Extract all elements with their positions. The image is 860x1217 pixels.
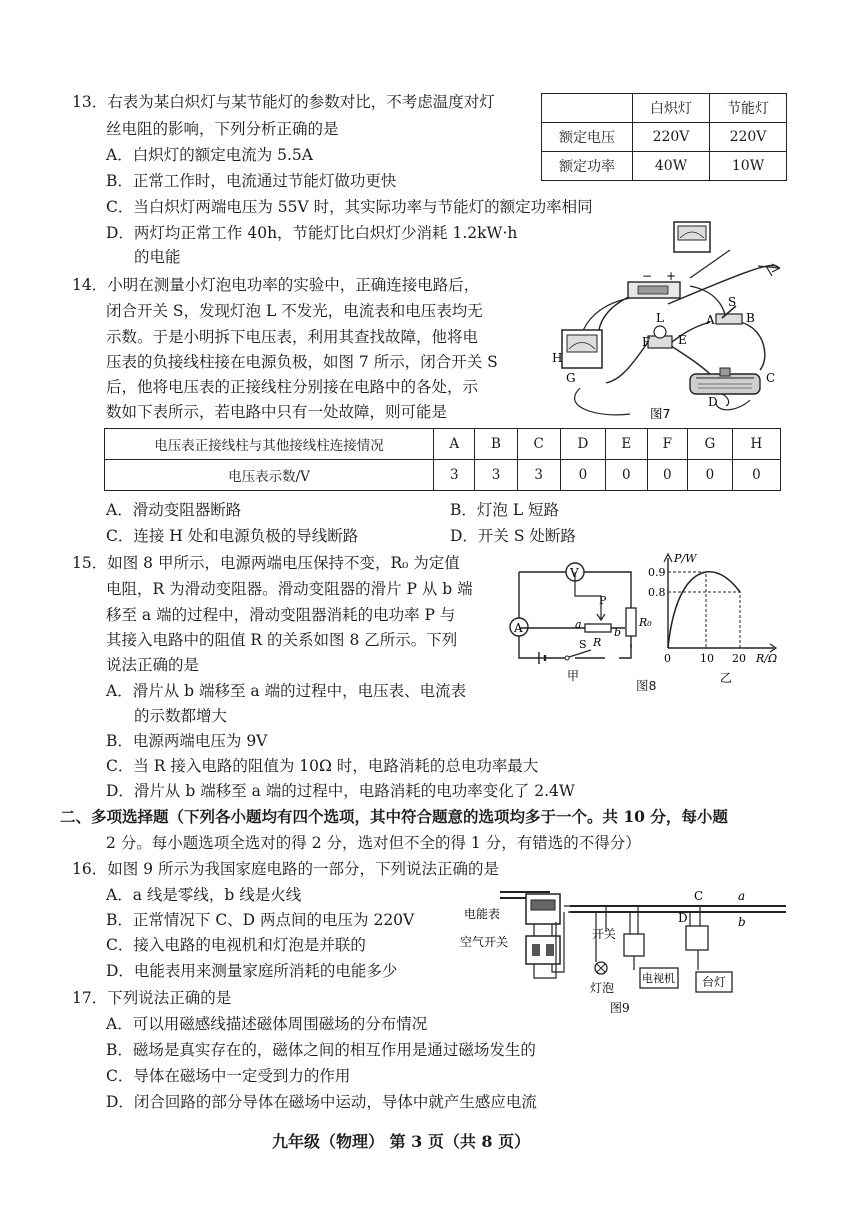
q13-option-b: B．正常工作时，电流通过节能灯做功更快 (106, 172, 397, 190)
q13-option-a: A．白炽灯的额定电流为 5.5A (106, 146, 313, 164)
point-a-label: A (706, 313, 715, 327)
q14-stem-line2: 闭合开关 S，发现灯泡 L 不发光，电流表和电压表均无 (106, 302, 483, 320)
line-b-label: b (738, 915, 746, 929)
graph-tick-y1: 0.9 (648, 566, 666, 579)
q14-option-c: C．连接 H 处和电源负极的导线断路 (106, 527, 359, 545)
figure-8b-caption: 乙 (720, 671, 733, 685)
q14-stem-line1: 14．小明在测量小灯泡电功率的实验中，正确连接电路后， (72, 276, 480, 294)
table-cell: 220V (710, 123, 787, 152)
table-col-header: E (605, 429, 647, 460)
q17-option-b: B．磁场是真实存在的，磁体之间的相互作用是通过磁场发生的 (106, 1041, 536, 1059)
tv-label: 电视机 (642, 972, 675, 985)
q15-option-b: B．电源两端电压为 9V (106, 732, 268, 750)
q15-stem-line5: 说法正确的是 (106, 656, 200, 674)
battery-plus-label: + (666, 269, 677, 283)
table-row-label-connection: 电压表正接线柱与其他接线柱连接情况 (105, 429, 434, 460)
graph-x-label: R/Ω (756, 652, 778, 665)
table-col-header: F (647, 429, 687, 460)
table-cell: 40W (633, 152, 710, 181)
q14-option-d: D．开关 S 处断路 (450, 527, 576, 545)
breaker-label: 空气开关 (460, 935, 509, 949)
table-cell: 10W (710, 152, 787, 181)
table-col-header: G (687, 429, 732, 460)
voltmeter-label: V (570, 566, 579, 580)
table-cell: 0 (687, 460, 732, 491)
point-g-label: G (566, 371, 576, 385)
table-row-label-voltage: 额定电压 (542, 123, 633, 152)
q16-option-c: C．接入电路的电视机和灯泡是并联的 (106, 936, 366, 954)
ammeter-label: A (514, 621, 523, 635)
switch-label: 开关 (592, 927, 617, 941)
line-a-label: a (738, 889, 746, 903)
graph-tick-x2: 20 (732, 652, 746, 665)
q13-stem-line1: 13．右表为某白炽灯与某节能灯的参数对比，不考虑温度对灯 (72, 93, 495, 111)
r0-label: R₀ (639, 616, 652, 629)
q15-option-c: C．当 R 接入电路的阻值为 10Ω 时，电路消耗的总电功率最大 (106, 757, 539, 775)
table-col-header: A (434, 429, 475, 460)
figure-7-circuit (540, 218, 790, 428)
table-cell: 0 (560, 460, 605, 491)
switch-s-label: S (728, 295, 737, 309)
table-header-incandescent: 白炽灯 (633, 94, 710, 123)
q16-stem-line1: 16．如图 9 所示为我国家庭电路的一部分，下列说法正确的是 (72, 860, 499, 878)
slider-p-label: P (599, 594, 607, 607)
table-header-energy-saving: 节能灯 (710, 94, 787, 123)
q17-option-d: D．闭合回路的部分导体在磁场中运动，导体中就产生感应电流 (106, 1093, 537, 1111)
figure-7-caption: 图7 (650, 406, 671, 421)
figure-9-caption: 图9 (610, 1001, 630, 1015)
table-cell: 3 (434, 460, 475, 491)
section-2-heading-line1 (60, 807, 728, 827)
figure-8b-graph (644, 548, 794, 693)
section-2-heading-text: 二、多项选择题（下列各小题均有四个选项，其中符合题意的选项均多于一个。共 10 分，每小题 (60, 807, 728, 826)
table-col-header: B (475, 429, 517, 460)
graph-tick-y2: 0.8 (648, 586, 666, 599)
q15-stem-line1: 15．如图 8 甲所示，电源两端电压保持不变，R₀ 为定值 (72, 554, 460, 572)
point-c-label: C (694, 889, 704, 903)
point-d-label: D (678, 911, 688, 925)
q15-stem-line3: 移至 a 端的过程中，滑动变阻器消耗的电功率 P 与 (106, 606, 456, 624)
q15-stem-line4: 其接入电路中的阻值 R 的关系如图 8 乙所示。下列 (106, 631, 458, 649)
switch-s-label: S (579, 638, 587, 651)
table-cell: 0 (647, 460, 687, 491)
q13-option-d-line1: D．两灯均正常工作 40h，节能灯比白炽灯少消耗 1.2kW·h (106, 224, 518, 242)
graph-tick-x0: 0 (664, 652, 671, 665)
figure-8-caption: 图8 (636, 678, 657, 693)
q13-stem-line2: 丝电阻的影响，下列分析正确的是 (106, 120, 339, 138)
bulb-label: 灯泡 (590, 981, 615, 995)
q16-option-a: A．a 线是零线，b 线是火线 (106, 886, 302, 904)
graph-tick-x1: 10 (700, 652, 714, 665)
table-col-header: H (732, 429, 780, 460)
table-col-header: C (517, 429, 560, 460)
desk-lamp-label: 台灯 (702, 975, 727, 989)
figure-9-household-circuit (460, 882, 795, 1017)
graph-y-label: P/W (674, 552, 697, 565)
table-col-header: D (560, 429, 605, 460)
q15-option-d: D．滑片从 b 端移至 a 端的过程中，电路消耗的电功率变化了 2.4W (106, 782, 575, 800)
q14-stem-line5: 后，他将电压表的正接线柱分别接在电路中的各处，示 (106, 378, 479, 396)
q15-option-a-line1: A．滑片从 b 端移至 a 端的过程中，电压表、电流表 (106, 682, 467, 700)
q16-option-d: D．电能表用来测量家庭所消耗的电能多少 (106, 962, 398, 980)
q15-stem-line2: 电阻，R 为滑动变阻器。滑动变阻器的滑片 P 从 b 端 (106, 580, 473, 598)
q15-option-a-line2: 的示数都增大 (134, 707, 228, 725)
end-a-label: a (575, 618, 582, 631)
q13-option-d-line2: 的电能 (134, 248, 181, 266)
point-b-label: B (746, 311, 755, 325)
section-2-heading-line2: 2 分。每小题选项全选对的得 2 分，选对但不全的得 1 分，有错选的不得分） (106, 834, 641, 852)
table-row-label-power: 额定功率 (542, 152, 633, 181)
q14-voltage-table (104, 428, 781, 491)
q14-stem-line6: 数如下表所示，若电路中只有一处故障，则可能是 (106, 403, 448, 421)
end-b-label: b (614, 626, 622, 639)
point-e-label: E (678, 333, 687, 347)
q16-option-b: B．正常情况下 C、D 两点间的电压为 220V (106, 911, 415, 929)
q13-comparison-table (541, 93, 787, 181)
meter-label: 电能表 (464, 907, 501, 921)
q17-stem-line1: 17．下列说法正确的是 (72, 989, 232, 1007)
page-footer: 九年级（物理） 第 3 页（共 8 页） (272, 1132, 531, 1151)
q14-option-b: B．灯泡 L 短路 (450, 501, 560, 519)
table-cell: 3 (517, 460, 560, 491)
table-cell: 3 (475, 460, 517, 491)
q13-option-c: C．当白炽灯两端电压为 55V 时，其实际功率与节能灯的额定功率相同 (106, 198, 593, 216)
table-cell: 220V (633, 123, 710, 152)
q14-option-a: A．滑动变阻器断路 (106, 501, 242, 519)
battery-minus-label: − (642, 269, 653, 283)
q17-option-c: C．导体在磁场中一定受到力的作用 (106, 1067, 351, 1085)
point-d-label: D (708, 395, 718, 409)
q14-stem-line4: 压表的负接线柱接在电源负极，如图 7 所示，闭合开关 S (106, 353, 498, 371)
rheostat-r-label: R (593, 636, 602, 649)
bulb-l-label: L (656, 311, 664, 325)
q17-option-a: A．可以用磁感线描述磁体周围磁场的分布情况 (106, 1015, 428, 1033)
table-row-label-reading: 电压表示数/V (105, 460, 434, 491)
q14-stem-line3: 示数。于是小明拆下电压表，利用其查找故障，他将电 (106, 328, 479, 346)
point-f-label: F (642, 335, 651, 349)
point-c-label: C (766, 371, 776, 385)
table-cell: 0 (605, 460, 647, 491)
table-cell: 0 (732, 460, 780, 491)
point-h-label: H (552, 351, 563, 365)
figure-8a-caption: 甲 (567, 669, 580, 683)
